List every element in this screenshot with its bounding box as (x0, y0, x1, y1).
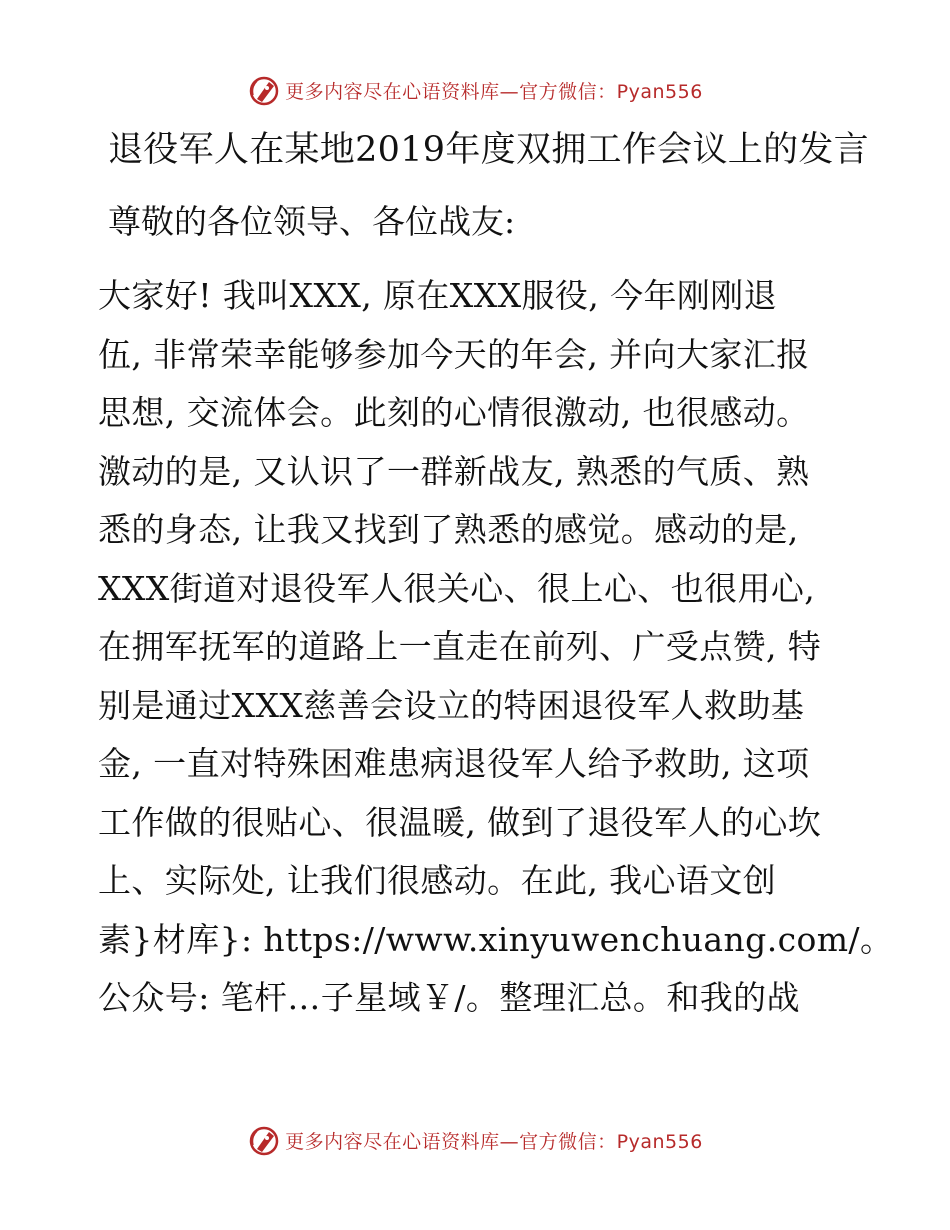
footer-banner (0, 1120, 950, 1160)
paragraph-line: 上、实际处, 让我们很感动。在此, 我心语文创 (98, 861, 777, 900)
paragraph-line: 在拥军抚军的道路上一直走在前列、广受点赞, 特 (98, 627, 822, 666)
banner-text: 更多内容尽在心语资料库—官方微信：Pyan556 (285, 1130, 703, 1153)
paragraph-line: 金, 一直对特殊困难患病退役军人给予救助, 这项 (98, 744, 810, 783)
paragraph-line: 激动的是, 又认识了一群新战友, 熟悉的气质、熟 (98, 451, 810, 491)
pen-nib-logo-icon (247, 73, 281, 107)
paragraph-line: 公众号: 笔杆…子星域￥/。整理汇总。和我的战 (98, 978, 800, 1017)
banner-text: 更多内容尽在心语资料库—官方微信：Pyan556 (285, 80, 703, 103)
greeting-line: 尊敬的各位领导、各位战友: (108, 202, 516, 241)
paragraph-line: 大家好! 我叫XXX, 原在XXX服役, 今年刚刚退 (98, 276, 778, 315)
body-paragraph (98, 270, 894, 1031)
paragraph-line: 工作做的很贴心、很温暖, 做到了退役军人的心坎 (98, 802, 822, 842)
paragraph-line: 素}材库}: https://www.xinyuwenchuang.com/。 (98, 919, 894, 959)
paragraph-line: 思想, 交流体会。此刻的心情很激动, 也很感动。 (98, 393, 810, 432)
document-title: 退役军人在某地2019年度双拥工作会议上的发言 (108, 130, 869, 170)
paragraph-line: 别是通过XXX慈善会设立的特困退役军人救助基 (98, 685, 805, 725)
paragraph-line: 伍, 非常荣幸能够参加今天的年会, 并向大家汇报 (98, 334, 810, 374)
paragraph-line: XXX街道对退役军人很关心、很上心、也很用心, (98, 568, 816, 608)
header-banner (0, 70, 950, 110)
pen-nib-logo-icon (247, 1123, 281, 1157)
paragraph-line: 悉的身态, 让我又找到了熟悉的感觉。感动的是, (98, 510, 799, 549)
